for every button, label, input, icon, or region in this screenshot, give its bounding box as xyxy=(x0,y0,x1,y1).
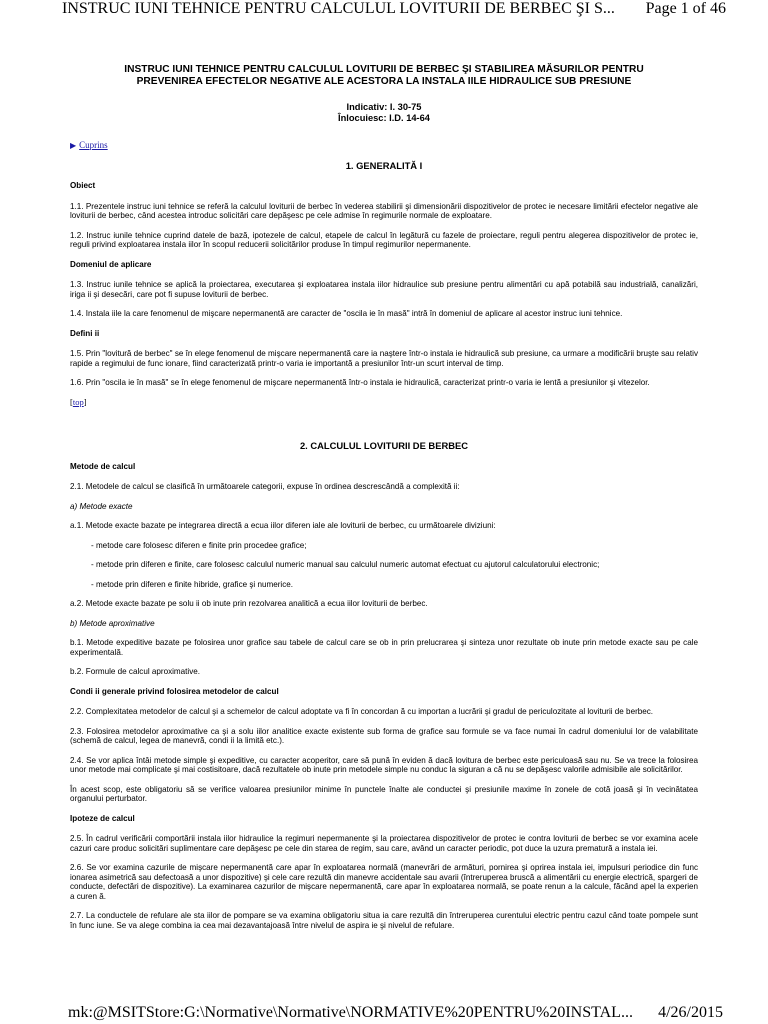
paragraph: a.2. Metode exacte bazate pe solu ii ob inute prin rezolvarea analitică a ecua iilor loviturii de berbec. xyxy=(70,599,428,608)
subheading: Domeniul de aplicare xyxy=(70,259,152,269)
footer-path: mk:@MSITStore:G:\Normative\Normative\NORMATIVE%20PENTRU%20INSTAL... xyxy=(68,1004,633,1021)
list-item: - metode care folosesc diferen e finite prin procedee grafice; xyxy=(91,540,307,550)
paragraph: 1.2. Instruc iunile tehnice cuprind datele de bază, ipotezele de calcul, etapele de calcul în legătură cu fazele de proiectare, reguli pentru alegerea dispozitivelor de protec ie, reguli privind exploatarea instala iilor în scopul reducerii solicitărilor produse în timpul regimurilor nepermanente. xyxy=(70,230,698,249)
subheading: Metode de calcul xyxy=(70,461,136,471)
subheading: Ipoteze de calcul xyxy=(70,813,135,823)
section-generalitati xyxy=(70,161,698,388)
paragraph: 2.6. Se vor examina cazurile de mişcare nepermanentă care apar în exploatarea normală (manevrări de armături, pornirea şi oprirea instala iei, impulsuri periodice din func ionarea asimetrică sau defectoasă a unor dispozitive) şi cele care rezultă din manevre accidentale sau avarii (întreruperea bruscă a alimentării cu energie electrică, spargeri de conducte, defectări de dispozitive). La examinarea cazurilor de mişcare nepermanentă, care apar în exploatarea normală, se poate renun a la calcule, făcând apel la experien a curen ă. xyxy=(70,863,698,901)
subheading: Obiect xyxy=(70,181,96,190)
document-title-line-1: INSTRUC IUNI TEHNICE PENTRU CALCULUL LOVITURII DE BERBEC ŞI STABILIREA MĂSURILOR PENTRU xyxy=(124,64,644,75)
subheading: Defini ii xyxy=(70,328,100,338)
section-calculul xyxy=(70,441,698,930)
subsection-label: a) Metode exacte xyxy=(70,501,133,511)
paragraph: În acest scop, este obligatoriu să se verifice valoarea presiunilor minime în punctele înalte ale conductei şi presiunile maxime în zonele de cotă joasă şi în vecinătatea organului perturbator. xyxy=(70,784,698,803)
paragraph: b.1. Metode expeditive bazate pe folosirea unor grafice sau tabele de calcul care se ob in prin prelucrarea şi sinteza unor rezultate ob inute prin metode exacte sau pe cale experimentală. xyxy=(70,638,698,657)
paragraph: 1.6. Prin "oscila ie în masă" se în elege fenomenul de mişcare nepermanentă într-o instala ie hidraulică, caracterizat printr-o varia ie lentă a presiunilor şi vitezelor. xyxy=(70,378,650,387)
page-footer xyxy=(0,1004,768,1024)
paragraph: 2.1. Metodele de calcul se clasifică în următoarele categorii, expuse în ordinea descrescândă a complexită ii: xyxy=(70,482,460,491)
page-number: Page 1 of 46 xyxy=(645,0,726,17)
paragraph: 2.2. Complexitatea metodelor de calcul şi a schemelor de calcul adoptate va fi în concordan ă cu importan a lucrării şi gradul de periculozitate al loviturii de berbec. xyxy=(70,707,654,716)
document-title-line-2: PREVENIREA EFECTELOR NEGATIVE ALE ACESTORA LA INSTALA IILE HIDRAULICE SUB PRESIUNE xyxy=(136,76,632,87)
indicativ-block xyxy=(70,102,698,123)
document-title xyxy=(70,64,698,88)
section-heading: 1. GENERALITĂ I xyxy=(345,159,423,171)
paragraph: a.1. Metode exacte bazate pe integrarea directă a ecua iilor diferen iale ale loviturii de berbec, cu următoarele diviziuni: xyxy=(70,521,496,530)
paragraph: 2.7. La conductele de refulare ale sta iilor de pompare se va examina obligatoriu situa ia care rezultă din întreruperea curentului electric pentru cazul când toate pompele sunt în func iune. Se va alege combina ia cea mai dezavantajoasă între nivelul de aspira ie şi nivelul de refulare. xyxy=(70,911,698,930)
paragraph: 1.5. Prin "lovitură de berbec" se în elege fenomenul de mişcare nepermanentă care ia naştere într-o instala ie hidraulică sub presiune, ca urmare a modificării bruşte sau relativ rapide a regimului de func ionare, fiind caracterizată printr-o varia ie importantă a presiunilor într-un scurt interval de timp. xyxy=(70,349,698,368)
list-item: - metode prin diferen e finite, care folosesc calculul numeric manual sau calculul numeric automat efectuat cu ajutorul calculatorului electronic; xyxy=(91,560,600,569)
indicativ: Indicativ: I. 30-75 xyxy=(346,102,422,112)
paragraph: b.2. Formule de calcul aproximative. xyxy=(70,667,201,676)
paragraph: 1.1. Prezentele instruc iuni tehnice se referă la calculul loviturii de berbec în vederea stabilirii şi dimensionării dispozitivelor de protec ie necesare limitării efectelor negative ale loviturii de berbec, când acestea introduc solicitări care depăşesc pe cele admise în regimurile normale de exploatare. xyxy=(70,201,698,220)
list-item: - metode prin diferen e finite hibride, grafice şi numerice. xyxy=(91,579,293,589)
footer-date: 4/26/2015 xyxy=(658,1004,723,1021)
inlocuiesc: Înlocuiesc: I.D. 14-64 xyxy=(338,112,430,123)
paragraph: 2.4. Se vor aplica întâi metode simple şi expeditive, cu caracter acoperitor, care să pună în eviden ă dacă lovitura de berbec este periculoasă sau nu. Se va trece la folosirea unor metode mai complicate şi mai costisitoare, dacă rezultatele ob inute prin metodele simple nu conduc la siguran a că nu se depăşesc valorile admisibile ale solicitărilor. xyxy=(70,755,698,774)
subsection-label: b) Metode aproximative xyxy=(70,618,155,628)
top-link-row: [top] xyxy=(70,396,87,407)
toc-link[interactable]: Cuprins xyxy=(79,140,108,150)
paragraph: 2.3. Folosirea metodelor aproximative ca şi a solu iilor analitice exacte existente sub forma de grafice sau formule se va face numai în cadrul domeniului lor de valabilitate (schemă de calcul, legea de manevră, condi ii la limită etc.). xyxy=(70,726,698,745)
paragraph: 2.5. În cadrul verificării comportării instala iilor hidraulice la regimuri nepermanente şi la proiectarea dispozitivelor de protec ie contra loviturii de berbec se vor examina acele cazuri care produc solicitări suplimentare care depăşesc pe cele din starea de regim, sau care, având un caracter periodic, pot duce la uzura prematură a instala iei. xyxy=(70,834,698,853)
section-heading: 2. CALCULUL LOVITURII DE BERBEC xyxy=(299,440,469,451)
toc-link-row xyxy=(70,141,698,151)
triangle-bullet-icon: ▶ xyxy=(70,141,77,150)
paragraph: 1.4. Instala iile la care fenomenul de mişcare nepermanentă are caracter de "oscila ie în masă" intră în domeniul de aplicare al acestor instruc iuni tehnice. xyxy=(70,309,623,318)
header-title: INSTRUC IUNI TEHNICE PENTRU CALCULUL LOVITURII DE BERBEC ŞI S... xyxy=(62,0,615,17)
top-link[interactable]: top xyxy=(72,396,84,407)
document-body xyxy=(70,64,698,940)
paragraph: 1.3. Instruc iunile tehnice se aplică la proiectarea, executarea şi exploatarea instala iilor hidraulice sub presiune pentru alimentări cu apă potabilă sau industrială, canalizări, iriga ii şi desecări, care pot fi supuse loviturii de berbec. xyxy=(70,280,698,299)
page-header xyxy=(0,0,768,24)
subheading: Condi ii generale privind folosirea metodelor de calcul xyxy=(70,686,279,696)
